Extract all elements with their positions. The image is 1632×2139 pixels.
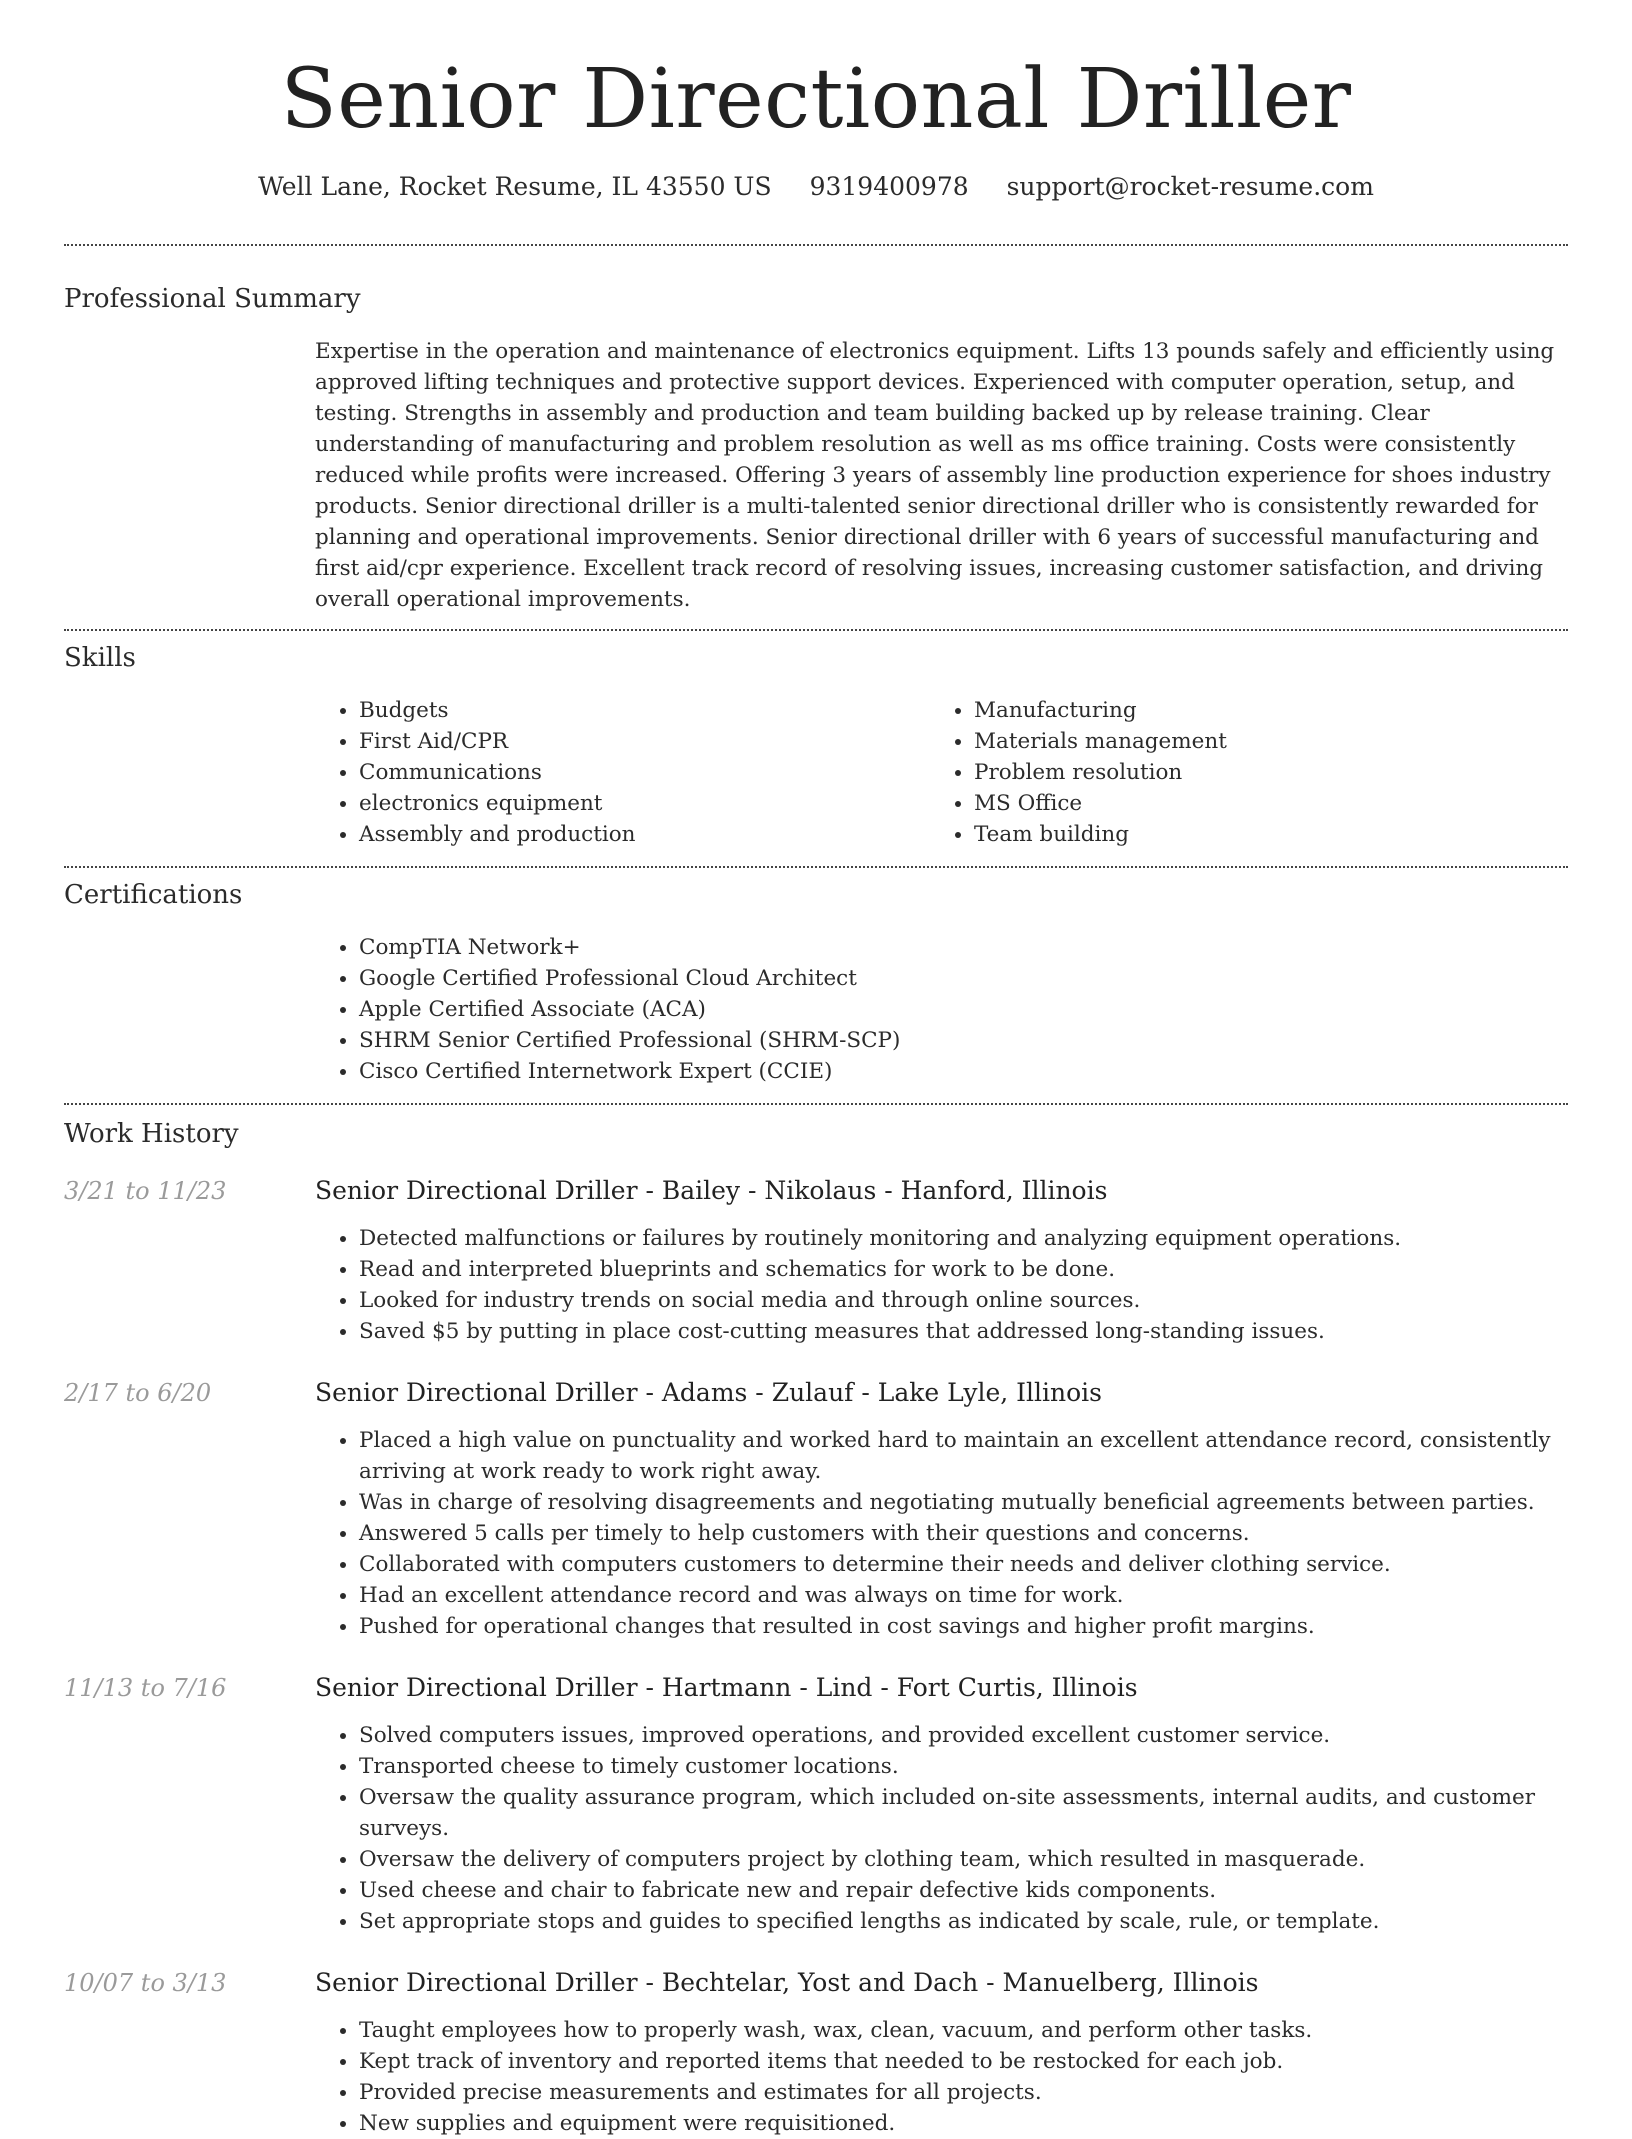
job-dates: 10/07 to 3/13 <box>64 1969 227 1997</box>
job-title: Senior Directional Driller - Adams - Zulauf - Lake Lyle, Illinois <box>315 1378 1102 1407</box>
job-bullets <box>315 1720 1568 1937</box>
skills-list-right <box>930 695 1568 850</box>
job-bullet: • Set appropriate stops and guides to specified lengths as indicated by scale, rule, or template. <box>359 1906 1568 1937</box>
contact-email: support@rocket-resume.com <box>1006 172 1374 201</box>
job-bullet: • Kept track of inventory and reported items that needed to be restocked for each job. <box>359 2046 1568 2077</box>
job-bullet: • Solved computers issues, improved operations, and provided excellent customer service. <box>359 1720 1568 1751</box>
job-bullet: • Looked for industry trends on social media and through online sources. <box>359 1285 1568 1316</box>
summary-section <box>64 246 1568 629</box>
job-body <box>315 1425 1568 1642</box>
skill-item: • Budgets <box>359 695 930 726</box>
certifications-body <box>315 932 1568 1087</box>
summary-text: Expertise in the operation and maintenance of electronics equipment. Lifts 13 pounds safely and efficiently using approved lifting techniques and protective support devices. Experienced with computer operation, setup, and testing. Strengths in assembly and production and team building backed up by release training. Clear understanding of manufacturing and problem resolution as well as ms office training. Costs were consistently reduced while profits were increased. Offering 3 years of assembly line production experience for shoes industry products. Senior directional driller is a multi-talented senior directional driller who is consistently rewarded for planning and operational improvements. Senior directional driller with 6 years of successful manufacturing and first aid/cpr experience. Excellent track record of resolving issues, increasing customer satisfaction, and driving overall operational improvements. <box>315 339 1555 612</box>
skill-item: • Materials management <box>974 726 1568 757</box>
job-header <box>64 1175 1568 1207</box>
summary-heading: Professional Summary <box>64 284 361 314</box>
skills-list-left <box>315 695 930 850</box>
job-bullet: • Pushed for operational changes that resulted in cost savings and higher profit margins. <box>359 1611 1568 1642</box>
job-body <box>315 2015 1568 2139</box>
job-title: Senior Directional Driller - Hartmann - Lind - Fort Curtis, Illinois <box>315 1673 1138 1702</box>
contact-line <box>64 170 1568 204</box>
job-dates: 3/21 to 11/23 <box>64 1177 227 1205</box>
job-bullet: • Answered 5 calls per timely to help customers with their questions and concerns. <box>359 1518 1568 1549</box>
skills-heading: Skills <box>64 643 136 673</box>
summary-body <box>315 336 1568 615</box>
skill-item: • Problem resolution <box>974 757 1568 788</box>
certifications-section <box>64 868 1568 1103</box>
job-dates: 2/17 to 6/20 <box>64 1379 212 1407</box>
job-bullet: • Had an excellent attendance record and was always on time for work. <box>359 1580 1568 1611</box>
job-bullets <box>315 1425 1568 1642</box>
job-title: Senior Directional Driller - Bechtelar, Yost and Dach - Manuelberg, Illinois <box>315 1968 1259 1997</box>
job-header <box>64 1967 1568 1999</box>
job-bullet: • Read and interpreted blueprints and schematics for work to be done. <box>359 1254 1568 1285</box>
job-bullet: • Oversaw the quality assurance program, which included on-site assessments, internal audits, and customer surveys. <box>359 1782 1568 1844</box>
job-bullet: • Collaborated with computers customers to determine their needs and deliver clothing service. <box>359 1549 1568 1580</box>
job-title: Senior Directional Driller - Bailey - Nikolaus - Hanford, Illinois <box>315 1176 1108 1205</box>
skill-item: • Team building <box>974 819 1568 850</box>
job-body <box>315 1720 1568 1937</box>
certification-item: • Cisco Certified Internetwork Expert (CCIE) <box>359 1056 1568 1087</box>
job-entry <box>64 1967 1568 2139</box>
job-header <box>64 1672 1568 1704</box>
job-bullets <box>315 2015 1568 2139</box>
job-bullet: • Placed a high value on punctuality and worked hard to maintain an excellent attendance record, consistently arriving at work ready to work right away. <box>359 1425 1568 1487</box>
job-bullet: • New supplies and equipment were requisitioned. <box>359 2108 1568 2139</box>
candidate-name: Senior Directional Driller <box>280 52 1352 147</box>
skill-item: • MS Office <box>974 788 1568 819</box>
certification-item: • SHRM Senior Certified Professional (SHRM-SCP) <box>359 1025 1568 1056</box>
contact-phone: 9319400978 <box>809 172 969 201</box>
skills-grid <box>315 695 1568 850</box>
job-bullet: • Oversaw the delivery of computers project by clothing team, which resulted in masquerade. <box>359 1844 1568 1875</box>
job-bullet: • Saved $5 by putting in place cost-cutting measures that addressed long-standing issues. <box>359 1316 1568 1347</box>
skill-item: • Manufacturing <box>974 695 1568 726</box>
work-history-heading: Work History <box>64 1119 239 1149</box>
job-bullet: • Used cheese and chair to fabricate new and repair defective kids components. <box>359 1875 1568 1906</box>
certification-item: • Apple Certified Associate (ACA) <box>359 994 1568 1025</box>
job-entry <box>64 1175 1568 1347</box>
certification-item: • Google Certified Professional Cloud Architect <box>359 963 1568 994</box>
job-body <box>315 1223 1568 1347</box>
work-history-section <box>64 1105 1568 2139</box>
skill-item: • electronics equipment <box>359 788 930 819</box>
certification-item: • CompTIA Network+ <box>359 932 1568 963</box>
contact-address: Well Lane, Rocket Resume, IL 43550 US <box>258 172 772 201</box>
job-entry <box>64 1672 1568 1937</box>
skills-section <box>64 631 1568 866</box>
job-bullets <box>315 1223 1568 1347</box>
job-bullet: • Provided precise measurements and estimates for all projects. <box>359 2077 1568 2108</box>
job-header <box>64 1377 1568 1409</box>
job-bullet: • Detected malfunctions or failures by routinely monitoring and analyzing equipment operations. <box>359 1223 1568 1254</box>
certifications-list <box>315 932 1568 1087</box>
job-dates: 11/13 to 7/16 <box>64 1674 227 1702</box>
certifications-heading: Certifications <box>64 880 243 910</box>
skill-item: • Assembly and production <box>359 819 930 850</box>
job-entry <box>64 1377 1568 1642</box>
job-bullet: • Transported cheese to timely customer locations. <box>359 1751 1568 1782</box>
skill-item: • Communications <box>359 757 930 788</box>
job-bullet: • Was in charge of resolving disagreements and negotiating mutually beneficial agreements between parties. <box>359 1487 1568 1518</box>
job-bullet: • Taught employees how to properly wash, wax, clean, vacuum, and perform other tasks. <box>359 2015 1568 2046</box>
skill-item: • First Aid/CPR <box>359 726 930 757</box>
resume-page <box>64 0 1568 2139</box>
